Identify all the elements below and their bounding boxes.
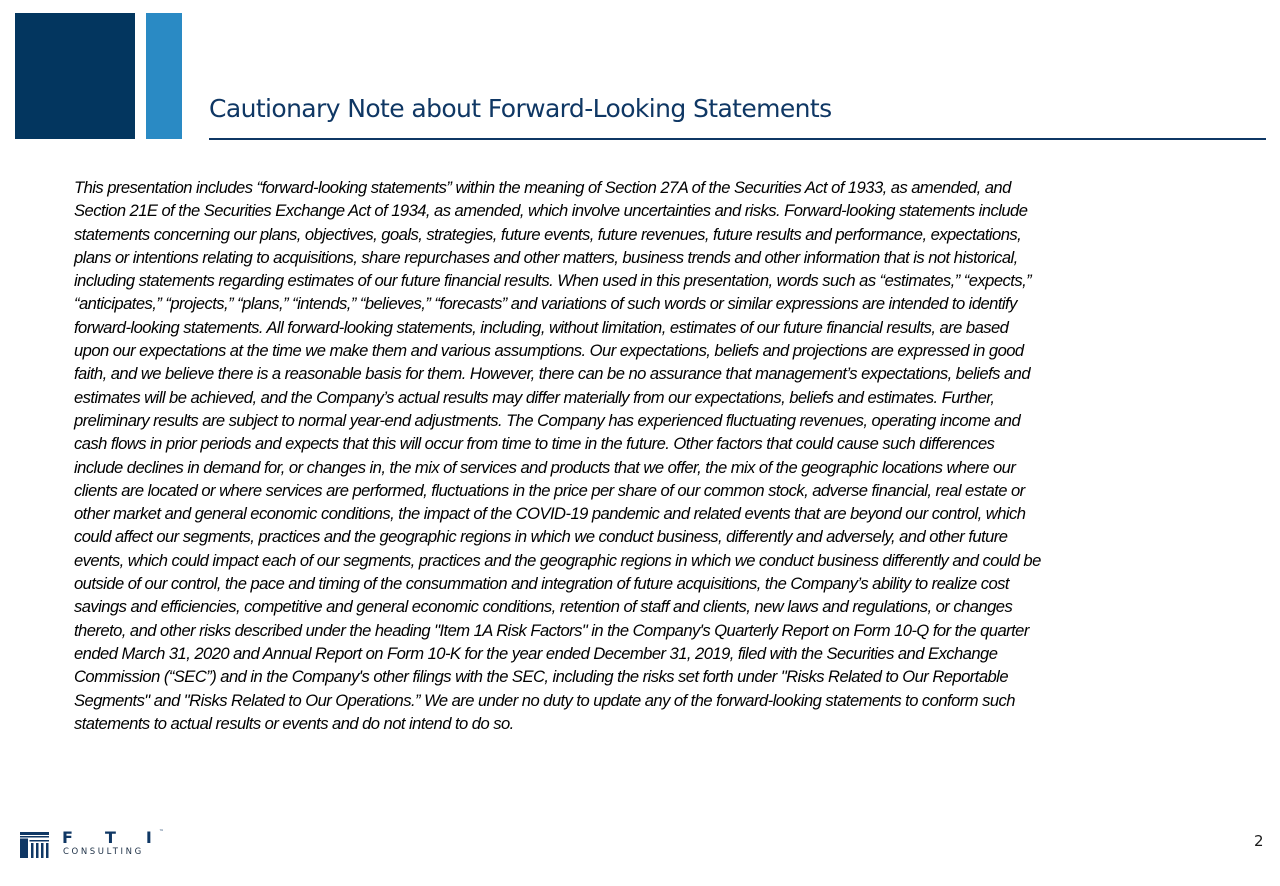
logo-letters [62, 830, 152, 846]
paragraph-line: forward-looking statements. All forward-looking statements, including, without limitation, estimates of our future financial results, are based [74, 317, 1009, 337]
paragraph-line: statements concerning our plans, objectives, goals, strategies, future events, future revenues, future results and performance, expectations, [74, 224, 1022, 244]
title-underline-divider [209, 138, 1266, 140]
decorative-light-blue-bar [146, 13, 182, 139]
paragraph-line: events, which could impact each of our segments, practices and the geographic regions in which we conduct business differently and could be [74, 550, 1041, 570]
paragraph-line: preliminary results are subject to normal year-end adjustments. The Company has experienced fluctuating revenues, operating income and [74, 410, 1021, 430]
logo-letter: T [104, 828, 116, 847]
logo-wordmark: CONSULTING [63, 847, 144, 857]
paragraph-line: other market and general economic conditions, the impact of the COVID-19 pandemic and related events that are beyond our control, which [74, 504, 1026, 524]
paragraph-line: This presentation includes “forward-looking statements” within the meaning of Section 27A of the Securities Act of 1933, as amended, and [74, 178, 1011, 197]
paragraph-line: upon our expectations at the time we make them and various assumptions. Our expectations, beliefs and projections are expressed in good [74, 341, 1024, 361]
paragraph-line: statements to actual results or events and do not intend to do so. [74, 713, 514, 733]
paragraph-line: including statements regarding estimates of our future financial results. When used in this presentation, words such as “estimates,” “expects,” [74, 271, 1032, 291]
disclaimer-paragraph [74, 176, 1224, 735]
paragraph-line: could affect our segments, practices and the geographic regions in which we conduct business, differently and adversely, and other future [74, 527, 1008, 547]
paragraph-line: include declines in demand for, or changes in, the mix of services and products that we offer, the mix of the geographic locations where our [74, 457, 1016, 477]
paragraph-line: plans or intentions relating to acquisitions, share repurchases and other matters, business trends and other information that is not historical, [74, 247, 1018, 267]
column-pillar-icon [20, 832, 49, 858]
trademark-symbol: ™ [159, 829, 164, 835]
paragraph-line: estimates will be achieved, and the Company’s actual results may differ materially from our expectations, beliefs and estimates. Further, [74, 387, 995, 407]
paragraph-line: cash flows in prior periods and expects that this will occur from time to time in the future. Other factors that could cause such differences [74, 434, 995, 454]
paragraph-line: “anticipates,” “projects,” “plans,” “intends,” “believes,” “forecasts” and variations of such words or similar expressions are intended to identify [74, 294, 1017, 314]
paragraph-line: Segments" and "Risks Related to Our Operations.” We are under no duty to update any of the forward-looking statements to conform such [74, 690, 1015, 710]
paragraph-line: Section 21E of the Securities Exchange Act of 1934, as amended, which involve uncertainties and risks. Forward-looking statements include [74, 201, 1028, 221]
slide-title: Cautionary Note about Forward-Looking Statements [209, 94, 832, 123]
decorative-dark-blue-block [15, 13, 135, 139]
paragraph-line: ended March 31, 2020 and Annual Report on Form 10-K for the year ended December 31, 2019, filed with the Securities and Exchange [74, 643, 998, 663]
paragraph-line: faith, and we believe there is a reasonable basis for them. However, there can be no assurance that management’s expectations, beliefs and [74, 364, 1030, 384]
page-number: 2 [1254, 832, 1264, 850]
fti-consulting-logo [18, 828, 168, 860]
paragraph-line: clients are located or where services are performed, fluctuations in the price per share of our common stock, adverse financial, real estate or [74, 480, 1025, 500]
paragraph-line: Commission (“SEC”) and in the Company's other filings with the SEC, including the risks set forth under "Risks Related to Our Reportable [74, 667, 1009, 687]
paragraph-line: savings and efficiencies, competitive and general economic conditions, retention of staff and clients, new laws and regulations, or changes [74, 597, 1013, 617]
paragraph-line: thereto, and other risks described under the heading "Item 1A Risk Factors" in the Company's Quarterly Report on Form 10-Q for the quarter [74, 620, 1029, 640]
logo-letter: I [145, 828, 152, 847]
paragraph-line: outside of our control, the pace and timing of the consummation and integration of future acquisitions, the Company’s ability to realize cost [74, 574, 1009, 594]
logo-letter: F [62, 828, 73, 847]
